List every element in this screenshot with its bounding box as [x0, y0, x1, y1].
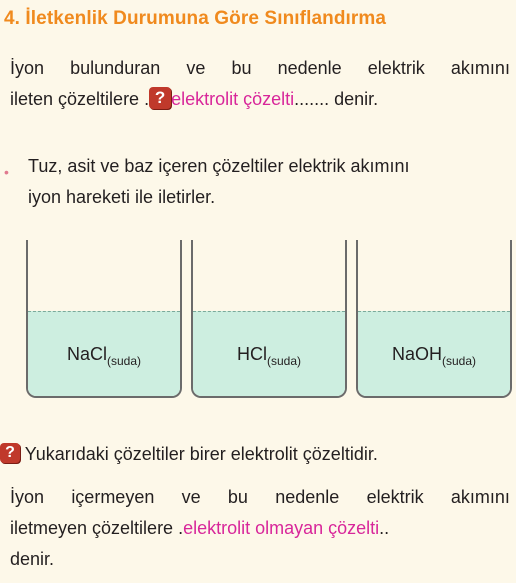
- word: ve: [181, 487, 201, 507]
- line-suffix: ....... denir.: [294, 89, 379, 109]
- answer-non-electrolyte: elektrolit olmayan çözelti: [183, 518, 380, 538]
- word: nedenle: [275, 487, 340, 507]
- question-mark-icon: ?: [0, 443, 20, 463]
- question-mark-icon: ?: [149, 87, 171, 109]
- definition-line-5: denir.: [10, 549, 55, 569]
- definition-paragraph-2: [10, 482, 510, 575]
- bullet-paragraph: [28, 151, 508, 213]
- word: elektrik: [367, 58, 425, 78]
- definition-line-4: [10, 513, 510, 544]
- formula: NaCl: [66, 344, 107, 364]
- definition-line-3: [10, 482, 510, 513]
- beaker-illustration: [0, 240, 516, 400]
- word: bulunduran: [70, 58, 161, 78]
- beaker-label: [193, 344, 345, 368]
- definition-line-1: [10, 53, 510, 84]
- word: ve: [186, 58, 206, 78]
- beaker-nacl: [26, 240, 182, 398]
- beaker-label: [358, 344, 510, 368]
- word: İyon: [10, 58, 45, 78]
- bullet-line-1: Tuz, asit ve baz içeren çözeltiler elektrik akımını: [28, 156, 410, 176]
- bullet-line-2: iyon hareketi ile iletirler.: [28, 187, 216, 207]
- formula: NaOH: [391, 344, 442, 364]
- section-heading: 4. İletkenlik Durumuna Göre Sınıflandırma: [4, 8, 387, 29]
- word: İyon: [10, 487, 45, 507]
- word: bu: [231, 58, 252, 78]
- beaker-naoh: [356, 240, 512, 398]
- state-subscript: (suda): [107, 354, 142, 368]
- state-subscript: (suda): [442, 354, 477, 368]
- definition-paragraph-1: [10, 53, 510, 115]
- word: nedenle: [277, 58, 342, 78]
- electrolyte-statement: [0, 439, 512, 470]
- word: akımını: [450, 58, 510, 78]
- answer-electrolyte: elektrolit çözelti: [171, 89, 295, 109]
- formula: HCl: [236, 344, 267, 364]
- line-prefix: ileten çözeltilere .: [10, 89, 150, 109]
- state-subscript: (suda): [266, 354, 301, 368]
- word: akımını: [450, 487, 510, 507]
- statement-line: [0, 439, 512, 470]
- definition-line-2: [10, 84, 510, 115]
- word: bu: [227, 487, 248, 507]
- beaker-label: [28, 344, 180, 368]
- statement-text: Yukarıdaki çözeltiler birer elektrolit çözeltidir.: [24, 444, 378, 464]
- line-suffix: ..: [379, 518, 390, 538]
- word: elektrik: [366, 487, 424, 507]
- word: içermeyen: [71, 487, 155, 507]
- bullet-marker: •: [4, 164, 9, 180]
- beaker-hcl: [191, 240, 347, 398]
- line-prefix: iletmeyen çözeltilere .: [10, 518, 184, 538]
